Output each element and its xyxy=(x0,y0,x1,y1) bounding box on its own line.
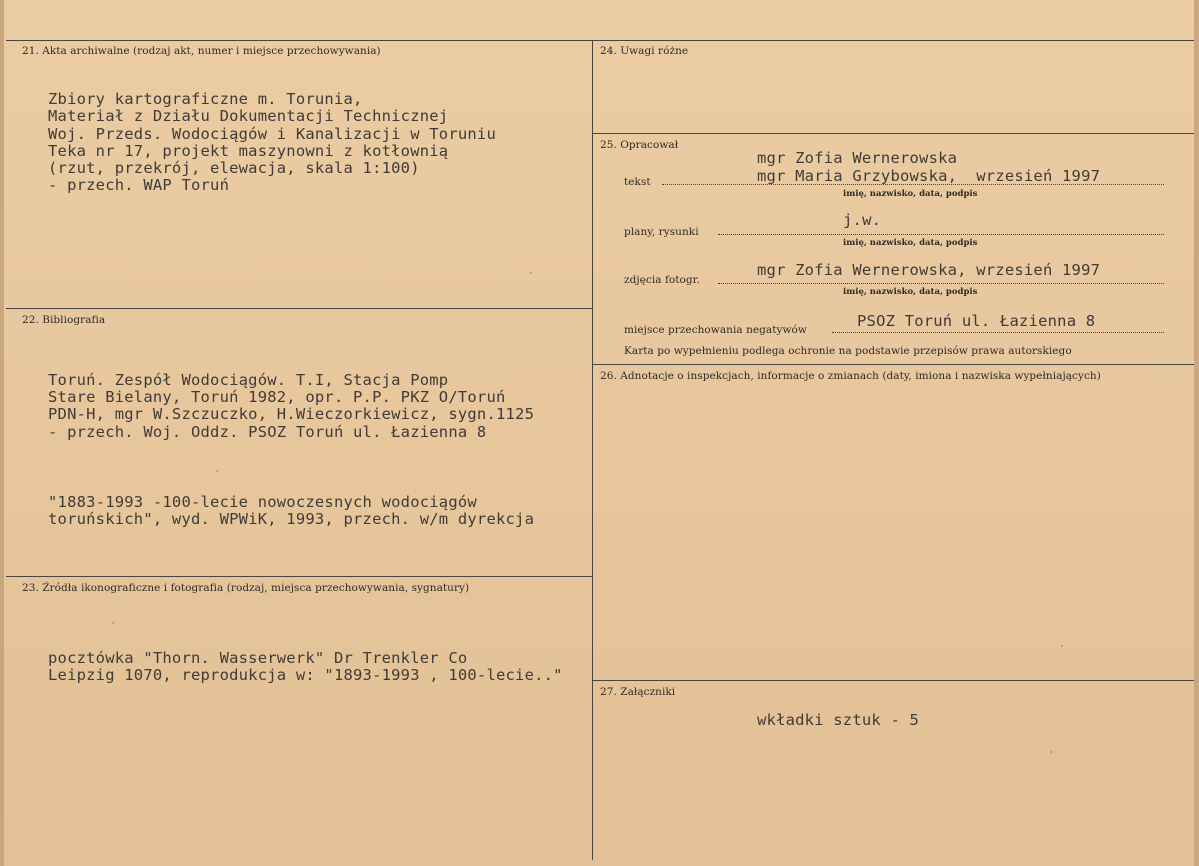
section-22-line: Stare Bielany, Toruń 1982, opr. P.P. PKZ O/Toruń xyxy=(48,388,506,406)
plany-dotted-line xyxy=(718,234,1164,235)
tekst-dotted-line xyxy=(662,184,1164,185)
negatywy-label: miejsce przechowania negatywów xyxy=(624,324,807,336)
negatywy-value: PSOZ Toruń ul. Łazienna 8 xyxy=(857,312,1096,330)
section-21-line: (rzut, przekrój, elewacja, skala 1:100) xyxy=(48,159,420,177)
tekst-caption: imię, nazwisko, data, podpis xyxy=(843,189,978,199)
zdjecia-label: zdjęcia fotogr. xyxy=(624,274,700,286)
tekst-value-line2: mgr Maria Grzybowska, wrzesień 1997 xyxy=(757,167,1101,185)
section-26-label: 26. Adnotacje o inspekcjach, informacje o zmianach (daty, imiona i nazwiska wypełniających) xyxy=(600,370,1101,382)
copyright-note: Karta po wypełnieniu podlega ochronie na podstawie przepisów prawa autorskiego xyxy=(624,345,1072,357)
section-22-line: - przech. Woj. Oddz. PSOZ Toruń ul. Łazienna 8 xyxy=(48,423,487,441)
zdjecia-value: mgr Zofia Wernerowska, wrzesień 1997 xyxy=(757,261,1101,279)
section-21-line: Woj. Przeds. Wodociągów i Kanalizacji w Toruniu xyxy=(48,125,496,143)
section-22-line: "1883-1993 -100-lecie nowoczesnych wodociągów xyxy=(48,493,477,511)
paper-speck xyxy=(216,470,218,472)
section-21-line: Teka nr 17, projekt maszynowni z kotłownią xyxy=(48,142,449,160)
paper-speck xyxy=(112,622,114,624)
zdjecia-caption: imię, nazwisko, data, podpis xyxy=(843,287,978,297)
rule-25-26 xyxy=(592,364,1194,365)
section-27-value: wkładki sztuk - 5 xyxy=(757,711,920,729)
card-edge-left xyxy=(0,0,4,866)
zdjecia-dotted-line xyxy=(718,283,1164,284)
plany-label: plany, rysunki xyxy=(624,226,699,238)
section-21-line: - przech. WAP Toruń xyxy=(48,176,230,194)
plany-value: j.w. xyxy=(843,211,882,229)
section-24-label: 24. Uwagi różne xyxy=(600,45,689,57)
card-edge-right xyxy=(1194,0,1199,866)
section-25-label: 25. Opracował xyxy=(600,139,679,151)
tekst-label: tekst xyxy=(624,176,651,188)
section-23-line: pocztówka "Thorn. Wasserwerk" Dr Trenkler Co xyxy=(48,649,468,667)
section-22-label: 22. Bibliografia xyxy=(22,314,106,326)
paper-speck xyxy=(530,272,532,274)
plany-caption: imię, nazwisko, data, podpis xyxy=(843,238,978,248)
center-divider xyxy=(592,40,593,860)
section-22-line: Toruń. Zespół Wodociągów. T.I, Stacja Pomp xyxy=(48,371,449,389)
paper-speck xyxy=(1050,751,1052,753)
section-27-label: 27. Załączniki xyxy=(600,686,676,698)
section-22-line: toruńskich", wyd. WPWiK, 1993, przech. w/m dyrekcja xyxy=(48,510,535,528)
rule-22-23 xyxy=(6,576,592,577)
section-22-line: PDN-H, mgr W.Szczuczko, H.Wieczorkiewicz, sygn.1125 xyxy=(48,405,535,423)
rule-24-25 xyxy=(592,133,1194,134)
section-23-label: 23. Źródła ikonograficzne i fotografia (rodzaj, miejsca przechowywania, sygnatury) xyxy=(22,582,470,594)
section-21-line: Zbiory kartograficzne m. Torunia, xyxy=(48,90,363,108)
paper-speck xyxy=(1061,645,1063,647)
rule-26-27 xyxy=(592,680,1194,681)
rule-21-22 xyxy=(6,308,592,309)
tekst-value-line1: mgr Zofia Wernerowska xyxy=(757,149,958,167)
section-23-line: Leipzig 1070, reprodukcja w: "1893-1993 , 100-lecie.." xyxy=(48,666,563,684)
negatywy-dotted-line xyxy=(832,332,1164,333)
section-21-label: 21. Akta archiwalne (rodzaj akt, numer i miejsce przechowywania) xyxy=(22,45,381,57)
section-21-line: Materiał z Działu Dokumentacji Technicznej xyxy=(48,107,449,125)
top-rule xyxy=(6,40,1194,41)
